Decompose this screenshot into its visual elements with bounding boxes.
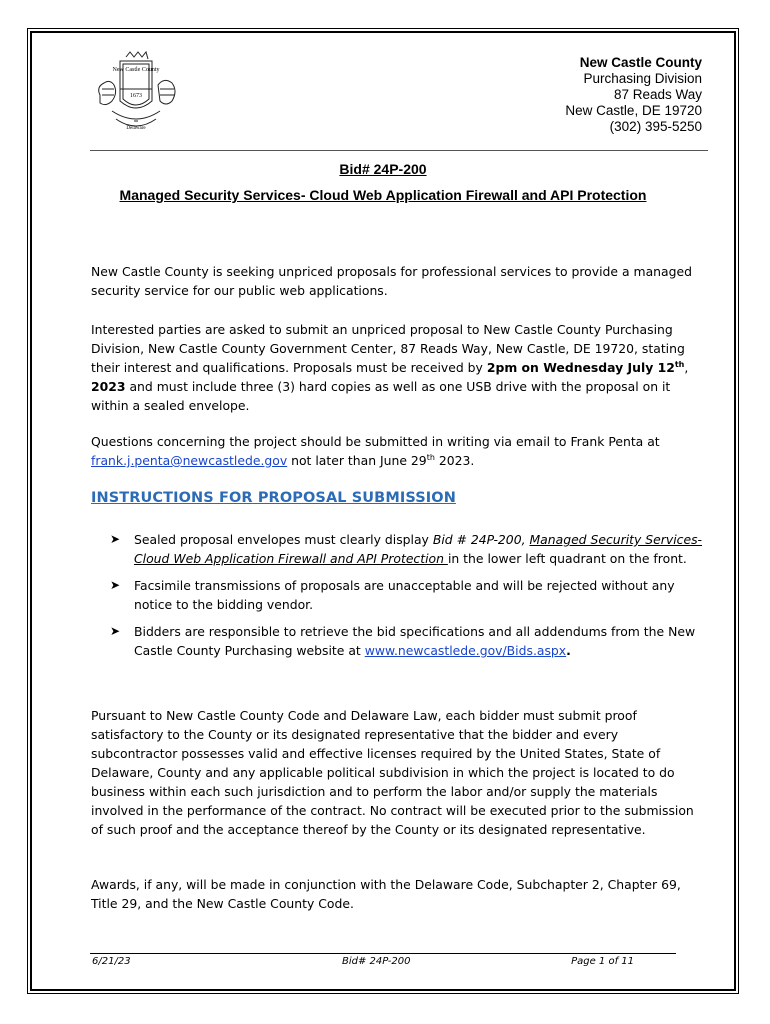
- bids-website-link[interactable]: www.newcastlede.gov/Bids.aspx: [364, 643, 567, 658]
- header-address-block: [565, 55, 702, 135]
- footer-page-number: Page 1 of 11: [571, 956, 634, 967]
- header-street: 87 Reads Way: [613, 87, 702, 102]
- header-org-name: New Castle County: [579, 55, 702, 70]
- header-divider: [90, 150, 708, 151]
- questions-paragraph: Questions concerning the project should be submitted in writing via email to Frank Penta at frank.j.penta@newcastlede.gov not later than June 29th 2023.: [91, 434, 660, 468]
- intro-paragraph: New Castle County is seeking unpriced proposals for professional services to provide a managed security service for our public web applications.: [91, 264, 692, 298]
- bid-number-heading: Bid# 24P-200: [339, 161, 427, 177]
- submission-paragraph: Interested parties are asked to submit an unpriced proposal to New Castle County Purchasing Division, New Castle County Government Center, 87 Reads Way, New Castle, DE 19720, stating their interest and qualifications. Proposals must be received by 2pm on Wednesday July 12th, 2023 and must include three (3) hard copies as well as one USB drive with the proposal on it within a sealed envelope.: [91, 322, 689, 413]
- bid-title-heading: Managed Security Services- Cloud Web Application Firewall and API Protection: [119, 187, 647, 203]
- county-seal-logo: [90, 49, 182, 141]
- header-phone: (302) 395-5250: [609, 119, 702, 134]
- instructions-list: [110, 530, 710, 668]
- list-item: ➤ Facsimile transmissions of proposals are unacceptable and will be rejected without any notice to the bidding vendor.: [110, 578, 675, 612]
- list-item: ➤ Sealed proposal envelopes must clearly display Bid # 24P-200, Managed Security Services- Cloud Web Application Firewall and API Protection in the lower left quadrant on the front.: [110, 532, 703, 566]
- header-division: Purchasing Division: [583, 71, 702, 86]
- footer-bid-number: Bid# 24P-200: [342, 956, 411, 967]
- document-page: [30, 31, 736, 991]
- deadline-year: 2023: [91, 379, 126, 394]
- list-item: ➤ Bidders are responsible to retrieve the bid specifications and all addendums from the New Castle County Purchasing website at www.newcastlede.gov/Bids.aspx.: [110, 624, 696, 658]
- arrow-bullet-icon: ➤: [110, 578, 121, 592]
- licensing-paragraph: Pursuant to New Castle County Code and Delaware Law, each bidder must submit proof satisfactory to the County or its designated representative that the bidder and every subcontractor possesses valid and effective licenses required by the United States, State of Delaware, County and any applicable political subdivision in which the project is located to do business within each such jurisdiction and to perform the labor and/or supply the materials involved in the performance of the contract. No contract will be executed prior to the submission of such proof and the acceptance thereof by the County or its designated representative.: [91, 708, 694, 837]
- instructions-heading: INSTRUCTIONS FOR PROPOSAL SUBMISSION: [91, 490, 456, 506]
- arrow-bullet-icon: ➤: [110, 532, 121, 546]
- deadline-date: 2pm on Wednesday July 12: [486, 360, 675, 375]
- header-city: New Castle, DE 19720: [565, 103, 702, 118]
- footer-divider: [90, 953, 676, 954]
- svg-text:New Castle County: New Castle County: [112, 67, 160, 73]
- contact-email-link[interactable]: frank.j.penta@newcastlede.gov: [91, 453, 288, 468]
- arrow-bullet-icon: ➤: [110, 624, 121, 638]
- footer-date: 6/21/23: [92, 956, 131, 967]
- svg-text:Delaware: Delaware: [126, 126, 146, 131]
- awards-paragraph: Awards, if any, will be made in conjunction with the Delaware Code, Subchapter 2, Chapter 69, Title 29, and the New Castle County Code.: [91, 877, 681, 911]
- svg-text:1673: 1673: [130, 93, 142, 99]
